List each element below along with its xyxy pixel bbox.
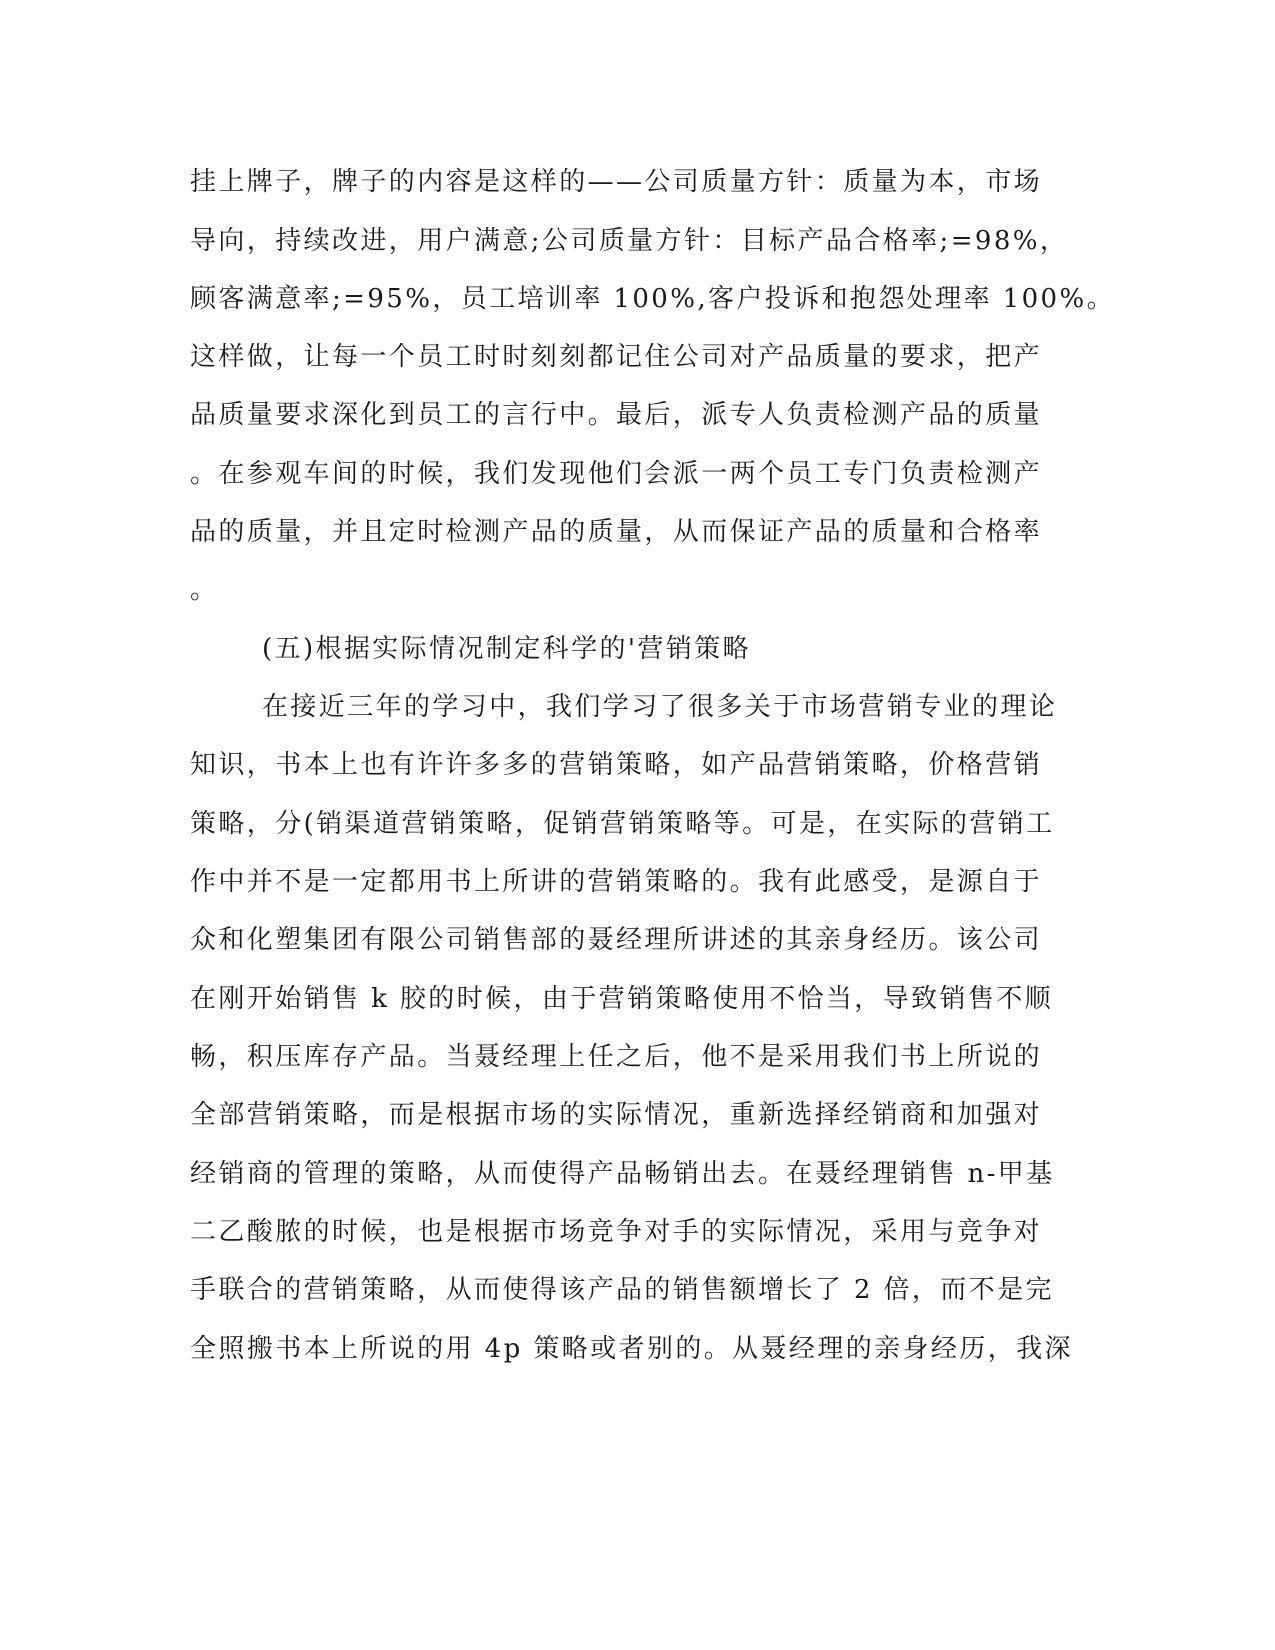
text-line: 手联合的营销策略，从而使得该产品的销售额增长了 2 倍，而不是完 xyxy=(190,1275,1054,1305)
text-line: 品质量要求深化到员工的言行中。最后，派专人负责检测产品的质量 xyxy=(190,400,1043,430)
text-line: 经销商的管理的策略，从而使得产品畅销出去。在聂经理销售 n-甲基 xyxy=(190,1159,1055,1189)
text-line: 品的质量，并且定时检测产品的质量，从而保证产品的质量和合格率 xyxy=(190,517,1043,547)
text-line: 在刚开始销售 k 胶的时候，由于营销策略使用不恰当，导致销售不顺 xyxy=(190,984,1054,1014)
text-line: 导向，持续改进，用户满意;公司质量方针：目标产品合格率;=98%， xyxy=(190,226,1069,256)
text-line: 知识，书本上也有许许多多的营销策略，如产品营销策略，价格营销 xyxy=(190,750,1043,780)
text-line: 。 xyxy=(190,575,219,605)
text-line: 作中并不是一定都用书上所讲的营销策略的。我有此感受，是源自于 xyxy=(190,867,1043,897)
text-line: 畅，积压库存产品。当聂经理上任之后，他不是采用我们书上所说的 xyxy=(190,1042,1043,1072)
text-line: 全照搬书本上所说的用 4p 策略或者别的。从聂经理的亲身经历，我深 xyxy=(190,1334,1073,1364)
text-line: 全部营销策略，而是根据市场的实际情况，重新选择经销商和加强对 xyxy=(190,1100,1043,1130)
section-heading: (五)根据实际情况制定科学的'营销策略 xyxy=(262,634,752,664)
text-line: 。在参观车间的时候，我们发现他们会派一两个员工专门负责检测产 xyxy=(190,459,1043,489)
text-line: 众和化塑集团有限公司销售部的聂经理所讲述的其亲身经历。该公司 xyxy=(190,925,1043,955)
text-line: 这样做，让每一个员工时时刻刻都记住公司对产品质量的要求，把产 xyxy=(190,342,1043,372)
text-line: 顾客满意率;=95%，员工培训率 100%,客户投诉和抱怨处理率 100%。 xyxy=(190,284,1115,314)
paragraph-first-line: 在接近三年的学习中，我们学习了很多关于市场营销专业的理论 xyxy=(262,692,1058,722)
text-line: 挂上牌子，牌子的内容是这样的——公司质量方针：质量为本，市场 xyxy=(190,167,1043,197)
text-line: 二乙酸脓的时候，也是根据市场竞争对手的实际情况，采用与竞争对 xyxy=(190,1217,1043,1247)
text-line: 策略，分(销渠道营销策略，促销营销策略等。可是，在实际的营销工 xyxy=(190,809,1055,839)
